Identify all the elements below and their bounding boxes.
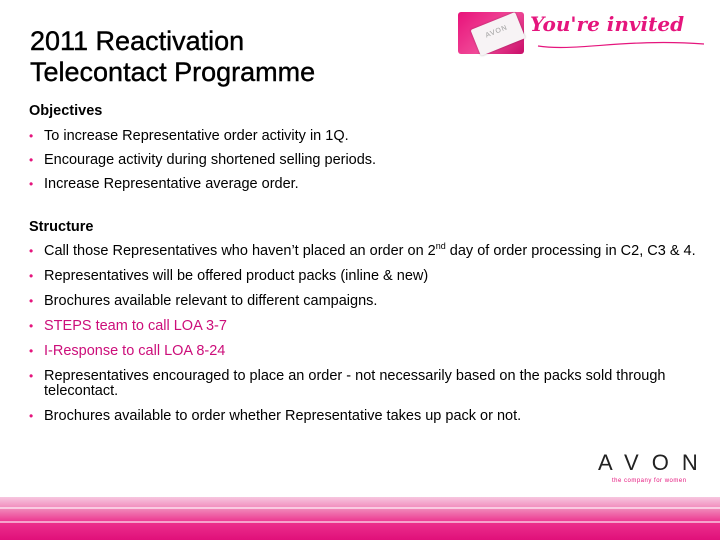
avon-logo (598, 450, 711, 484)
list-item: • Brochures available relevant to different campaigns. (29, 294, 699, 309)
list-item: • Representatives will be offered product packs (inline & new) (29, 269, 699, 284)
list-item: • To increase Representative order activity in 1Q. (29, 129, 699, 144)
objectives-list (29, 129, 699, 192)
avon-tagline: the company for women (612, 478, 687, 484)
list-item: • Brochures available to order whether Representative takes up pack or not. (29, 409, 699, 424)
list-item: • Increase Representative average order. (29, 177, 699, 192)
structure-section (29, 218, 699, 424)
title-line-2: Telecontact Programme (30, 57, 316, 87)
youre-invited-logo (458, 10, 720, 58)
slide-body (29, 102, 699, 424)
list-item-highlighted: • STEPS team to call LOA 3-7 (29, 319, 699, 334)
envelope-icon (458, 12, 524, 54)
footer-band (0, 497, 720, 540)
ordinal-suffix: nd (435, 241, 446, 252)
list-item-text: day of order processing in C2, C3 & 4. (445, 243, 696, 259)
structure-heading: Structure (29, 219, 94, 235)
page-title (30, 26, 450, 88)
list-item: • Representatives encouraged to place an order - not necessarily based on the packs sold through telecontact. (29, 369, 699, 399)
invite-text: You're invited (530, 12, 685, 36)
structure-list (29, 241, 699, 424)
invitation-card-text: AVON (484, 24, 509, 40)
objectives-heading: Objectives (29, 103, 103, 119)
list-item (29, 241, 699, 259)
list-item: • Encourage activity during shortened selling periods. (29, 153, 699, 168)
footer-stripe (0, 521, 720, 523)
avon-wordmark: AVON (598, 450, 711, 475)
swirl-decoration-icon (536, 36, 706, 52)
footer-stripe (0, 507, 720, 509)
objectives-section (29, 102, 699, 192)
title-line-1: 2011 Reactivation (30, 26, 245, 56)
list-item-text: Call those Representatives who haven’t placed an order on 2 (44, 243, 436, 259)
invitation-card-icon (471, 12, 526, 56)
list-item-highlighted: • I-Response to call LOA 8-24 (29, 344, 699, 359)
